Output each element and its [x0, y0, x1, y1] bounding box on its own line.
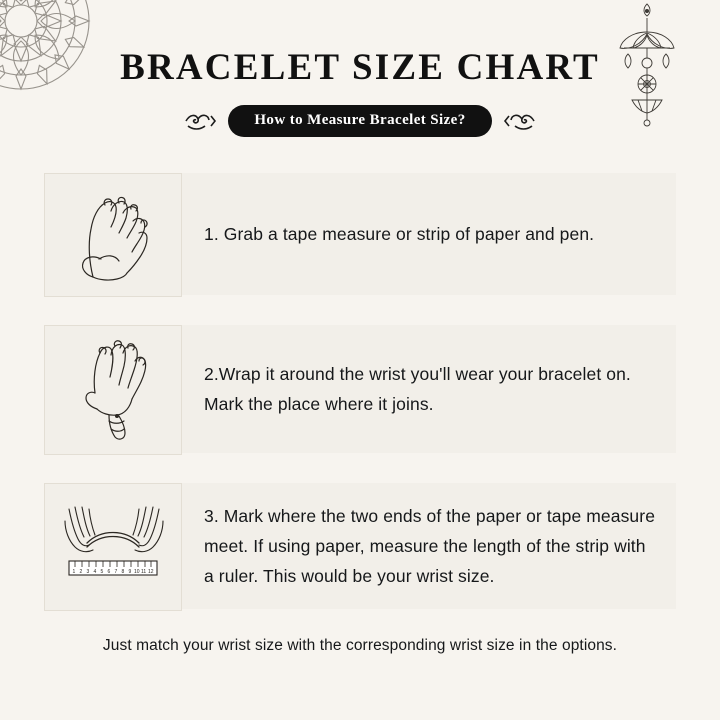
list-item: [44, 325, 676, 455]
svg-text:7: 7: [114, 568, 118, 575]
hand-with-tape-around-wrist-illustration: [53, 333, 173, 447]
svg-text:5: 5: [100, 568, 104, 575]
svg-text:8: 8: [121, 568, 125, 575]
header: [0, 0, 720, 137]
svg-text:10: 10: [134, 568, 140, 575]
svg-text:4: 4: [93, 568, 97, 575]
step-3-figure: [44, 483, 182, 611]
fist-hand-illustration: [53, 181, 173, 289]
list-item: [44, 173, 676, 297]
step-1-text: 1. Grab a tape measure or strip of paper and pen.: [204, 223, 595, 244]
flourish-left-icon: [184, 110, 218, 132]
svg-text:12: 12: [148, 568, 154, 575]
step-3-text: 3. Mark where the two ends of the paper or tape measure meet. If using paper, measure the length of the strip with a ruler. This would be your wrist size.: [204, 505, 656, 586]
subtitle-badge: How to Measure Bracelet Size?: [228, 105, 491, 137]
step-2-text-wrap: [182, 325, 676, 453]
step-1-figure: [44, 173, 182, 297]
footer-note: Just match your wrist size with the corresponding wrist size in the options.: [102, 636, 618, 654]
step-2-figure: [44, 325, 182, 455]
step-1-text-wrap: [182, 173, 676, 295]
svg-text:11: 11: [141, 568, 147, 575]
steps-list: [0, 173, 720, 611]
subtitle-row: [0, 105, 720, 137]
svg-text:1: 1: [72, 568, 76, 575]
svg-text:9: 9: [128, 568, 132, 575]
svg-text:3: 3: [86, 568, 90, 575]
step-3-text-wrap: [182, 483, 676, 609]
svg-text:6: 6: [107, 568, 111, 575]
flourish-right-icon: [502, 110, 536, 132]
svg-text:2: 2: [79, 568, 83, 575]
list-item: [44, 483, 676, 611]
page-title: BRACELET SIZE CHART: [120, 47, 600, 88]
hands-measuring-paper-with-ruler-illustration: [51, 491, 175, 603]
ruler-icon: [69, 561, 157, 575]
mark-dot-icon: [115, 414, 119, 418]
step-2-text: 2.Wrap it around the wrist you'll wear your bracelet on. Mark the place where it joins.: [204, 363, 631, 414]
